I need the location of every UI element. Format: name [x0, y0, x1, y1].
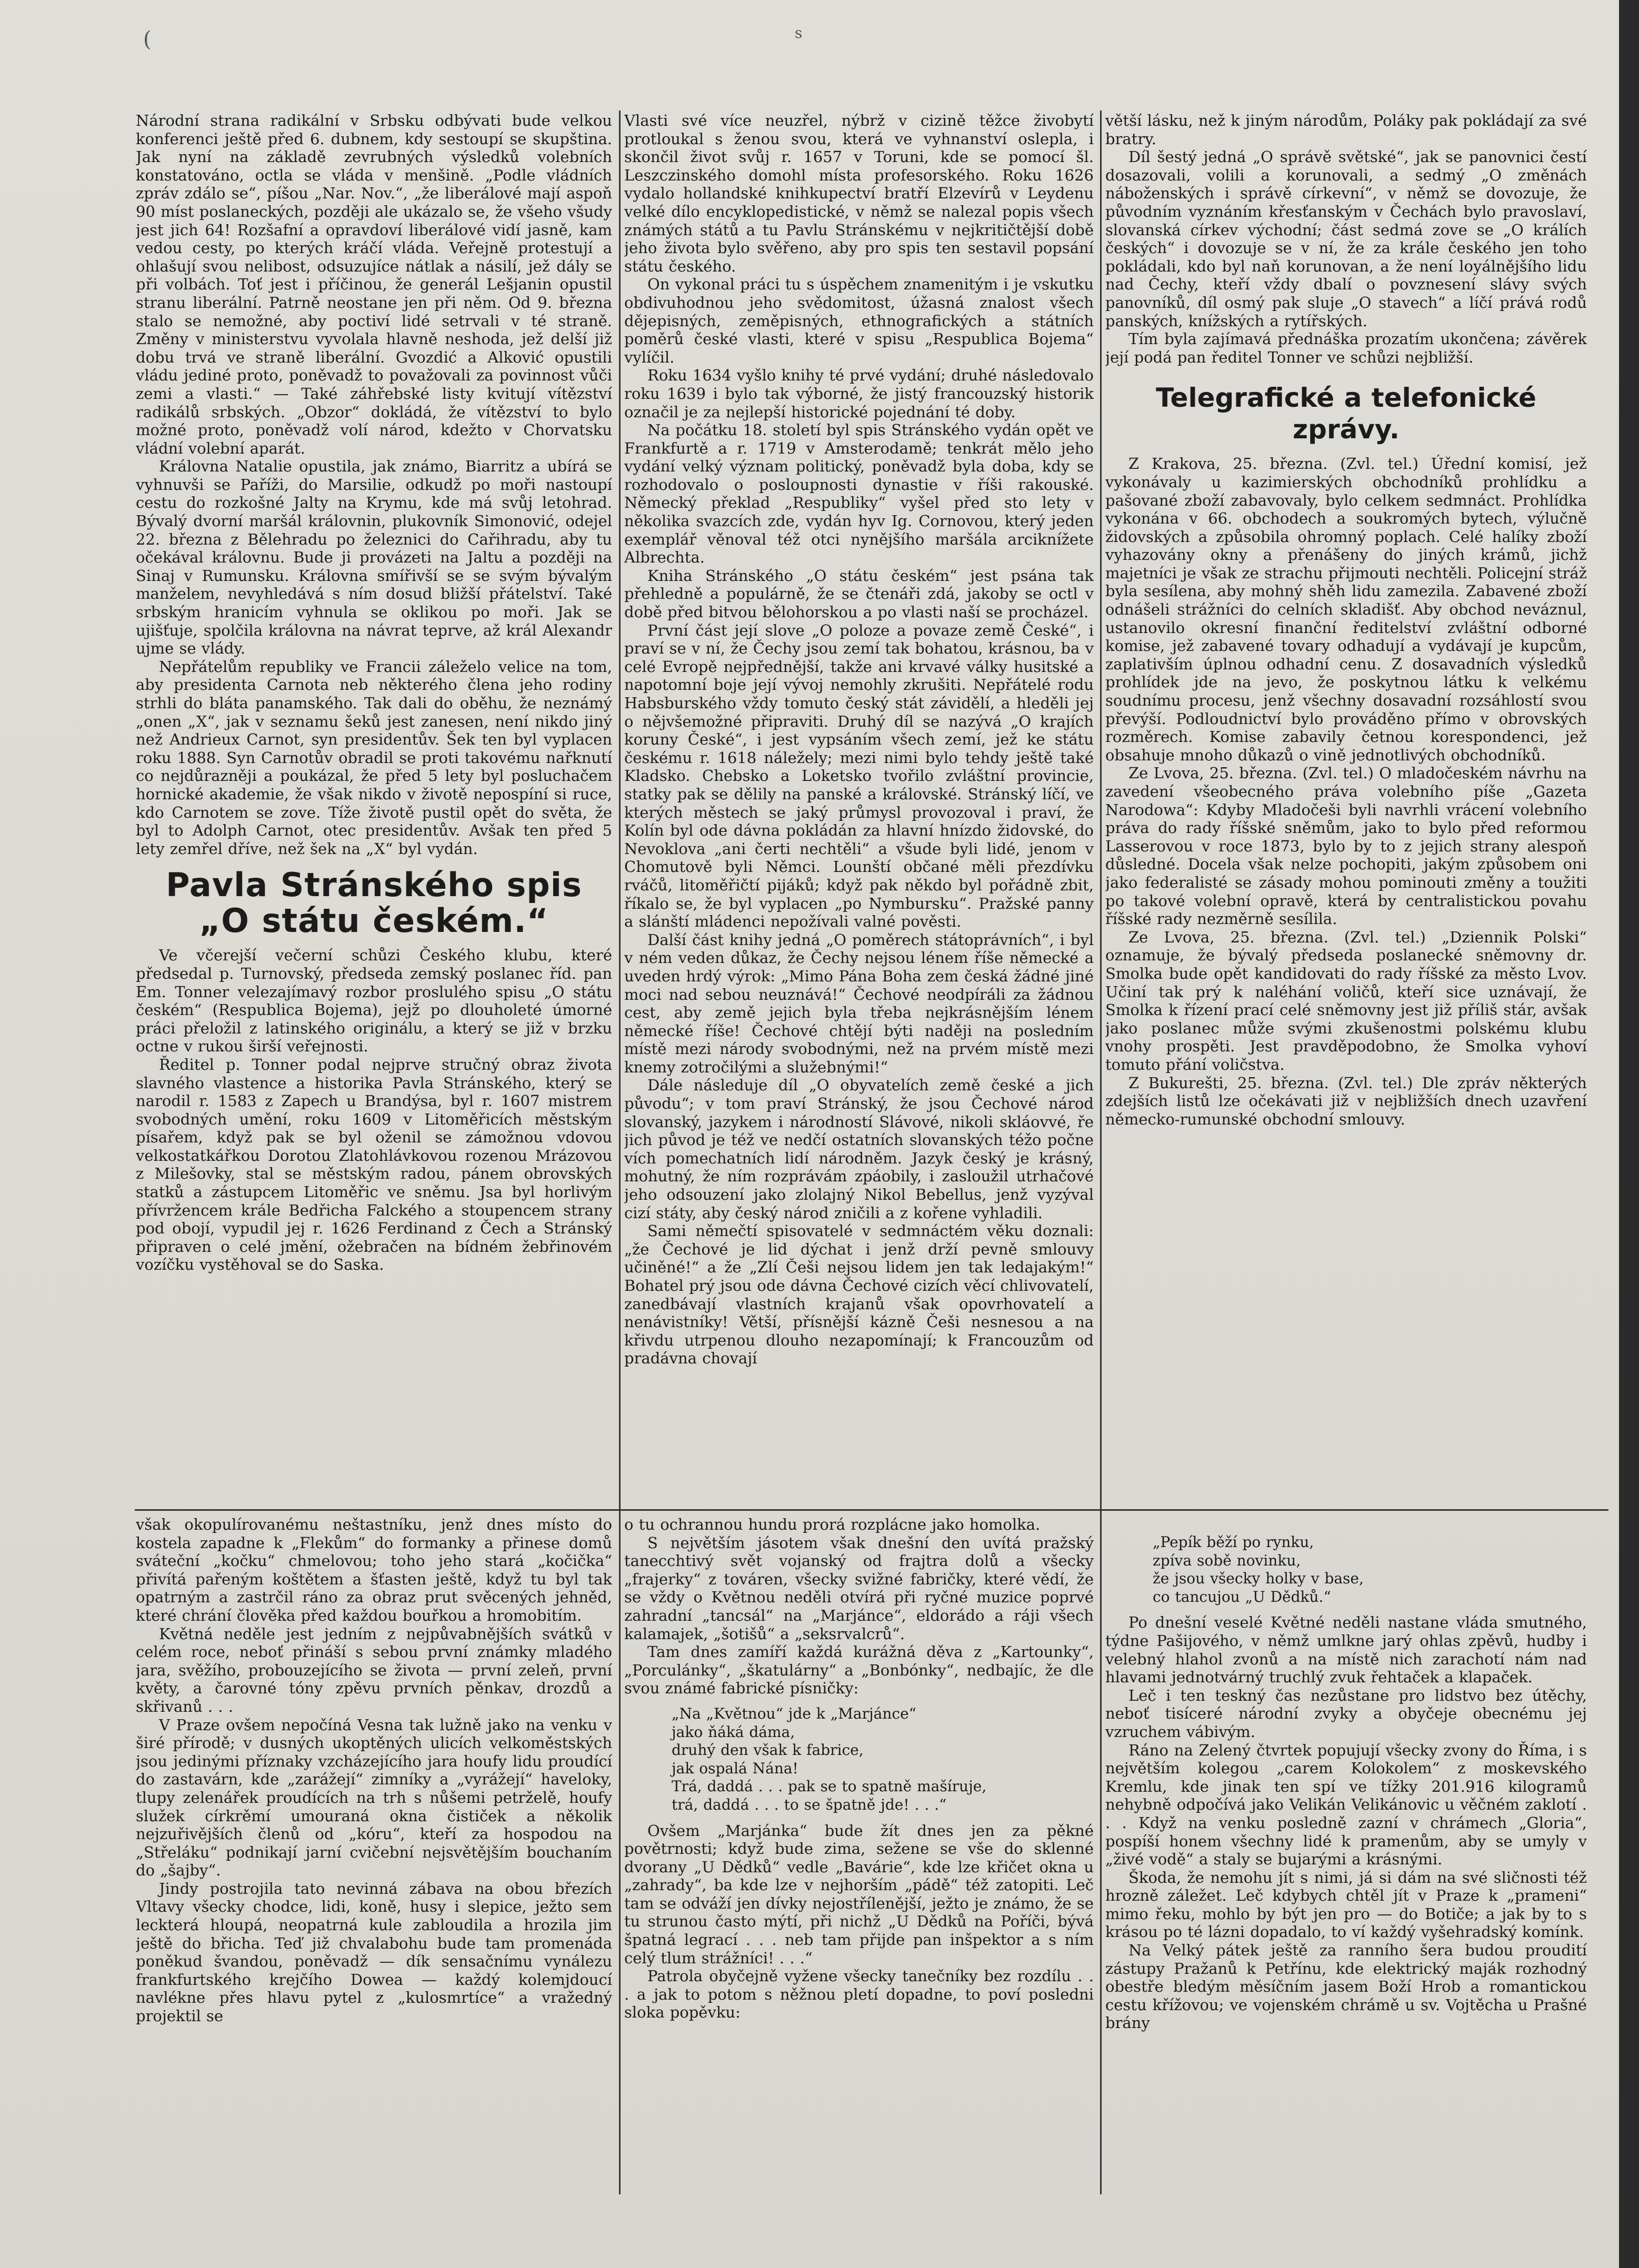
feuilleton-paragraph: o tu ochrannou hundu prorá rozplácne jako homolka.: [624, 1516, 1041, 1533]
spis-paragraph: On vykonal práci tu s úspěchem znamenitým i je vskutku obdivuhodnou jeho svědomitost, úžasná znalost všech dějepisných, zeměpisných, ethnografických a státních poměrů české vlasti, které v spisu „Respublica Bojema“ vylíčil.: [624, 275, 1094, 366]
spis-paragraph: Dále následuje díl „O obyvatelích země české a jich původu“; v tom praví Stránský, že jsou Čechové národ slovanský, jazykem i národností Slávové, nikoli skláovvé, ře jich původ je též ve nedčí ostatních slovanských téžo počne vích pomechatních lidí národněm. Jazyk český je krásný, mohutný, že ním rozprávám zpáobily, i zasloužil utrhačové jeho odsouzení jako zlolajný Nikol Bebellus, jenž vyzýval cizí státy, aby český národ zničili a z kořene vyhladili.: [624, 1076, 1094, 1222]
feuilleton-paragraph: Po dnešní veselé Květné neděli nastane vláda smutného, týdne Pašijového, v němž umlkne jarý ohlas zpěvů, hudby i velebný hlahol zvonů a na místě nich zarachotí nám nad hlavami jednotvárný truchlý zvuk řehtaček a klapaček.: [1105, 1613, 1587, 1687]
telegraph-krakov: Z Krakova, 25. března. (Zvl. tel.) Úřední komisí, jež vykonávaly u kazimierských obchodníků prohlídku a pašované zboží zabavovaly, bylo celkem sedmnáct. Prohlídka vykonána v 66. obchodech a soukromých bytech, výlučně židovských a způsobila ohromný poplach. Celé halíky zboží vyhazovány okny a přenášeny do jiných krámů, jichž majetníci je však ze strachu přijmouti nechtěli. Policejní stráž byla sesílena, aby mohný shěh lidu zamezila. Zabavené zboží odnášeli strážníci do celních skladišť. Aby obchod neváznul, ustanovilo okresní finanční ředitelství zvláštní odborné komise, jež zabavené tovary odhadují a vydávají je kupcům, zaplativším úplnou odhadní cenu. Z dosavadních výsledků prohlídek jde na jevo, že poskytnou látku k velkému soudnímu procesu, jenž všechny dosavadní rozsáhlostí svou převýší. Podloudnictví bylo prováděno přímo v obrovských rozměrech. Komise zabavily četnou korespondenci, jež obsahuje mnoho důkazů o vině jednotlivých obchodníků.: [1105, 455, 1587, 764]
spis-paragraph: Kniha Stránského „O státu českém“ jest psána tak přehledně a populárně, že se čtenáři zdá, jakoby se octl v době před bitvou bělohorskou a po vlasti naší se procházel.: [624, 566, 1094, 621]
feuilleton-paragraph: Tam dnes zamíří každá kurážná děva z „Kartounky“, „Porculánky“, „škatulárny“ a „Bonbónky“, nedbajíc, že dle svou známé fabrické písničky:: [624, 1643, 1094, 1698]
article-francie: Nepřátelům republiky ve Francii záleželo velice na tom, aby presidenta Carnota neb některého člena jeho rodiny strhli do bláta panamského. Tak dali do oběhu, že neznámý „onen „X“, jak v seznamu šeků jest zanesen, není nikdo jiný než Andrieux Carnot, syn presidentův. Šek ten byl vyplacen roku 1888. Syn Carnotův obradil se proti takovému nařknutí co nejdůrazněji a poukázal, že před 5 lety byl posluchačem hornické akademie, že však nikdo v životě nepospíní si ruce, kdo Carnotem se zove. Tíže životě pustil opět do světa, že byl to Adolph Carnot, otec presidentův. Avšak ten před 5 lety zemřel dříve, než šek na „X“ byl vydán.: [136, 657, 612, 858]
feuilleton-paragraph: Ovšem „Marjánka“ bude žít dnes jen za pěkné povětrnosti; když bude zima, sežene se vše do sklenné dvorany „U Dědků“ vedle „Bavárie“, kde lze křičet okna u „zahrady“, ba kde lze v nejhorším „pádě“ též zatopiti. Leč tam se odváží jen dívky nejostřílenější, ježto je známo, že se tu strunou často mýtí, při nichž „U Dědků na Poříči, bývá špatná legrací . . . neb tam přijde pan inšpektor a s ním celý tlum strážníci! . . .“: [624, 1821, 1094, 1967]
song-line: jako ňáká dáma,: [672, 1723, 795, 1741]
song-verse-2: [1153, 1533, 1587, 1606]
feuilleton-paragraph: S největším jásotem však dnešní den uvítá pražský tanecchtivý svět vojanský od frajtra dolů a všecky „frajerky“ z továren, všecky svižné fabričky, které vědí, že se vždy o Květnou neděli otvírá při ryčné muzice poprvé zahradní „tancsál“ na „Marjánce“, eldorádo a ráji všech kalamajek, „šotišů“ a „seksrvalcrů“.: [624, 1533, 1094, 1643]
spis-heading: [136, 867, 612, 939]
spis-paragraph: Ředitel p. Tonner podal nejprve stručný obraz života slavného vlastence a historika Pavla Stránského, který se narodil r. 1583 z Zapech u Brandýsa, byl r. 1607 mistrem svobodných umění, roku 1609 v Litoměřicích městským písařem, když pak se byl oženil se zámožnou vdovou velkostatkářkou Dorotou Zlatohlávkovou rozenou Mrázovou z Milešovky, stal se městským radou, pánem obrovských statků a zástupcem Litoměřic ve sněmu. Jsa byl horlivým přívržencem krále Bedřicha Falckého a stoupencem strany pod obojí, vypudil jej r. 1626 Ferdinand z Čech a Stránský připraven o celé jmění, ožebračen na bídném žebřinovém vozíčku vystěhoval se do Saska.: [136, 1055, 612, 1274]
song-line: co tancujou „U Dědků.“: [1153, 1588, 1331, 1605]
song-line: že jsou všecky holky v base,: [1153, 1570, 1364, 1588]
spis-paragraph: Tím byla zajímavá přednáška prozatím ukončena; závěrek její podá pan ředitel Tonner ve schůzi nejbližší.: [1105, 330, 1587, 366]
spis-paragraph: Na počátku 18. století byl spis Stránského vydán opět ve Frankfurtě a r. 1719 v Amsterodamě; tenkrát mělo jeho vydání velký význam politický, poněvadž byla doba, kdy se rozhodovalo o posloupnosti dynastie v říši rakouské. Německý překlad „Respubliky“ vyšel před sto lety v několika svazcích zde, vydán hyv Ig. Cornovou, který jeden exemplář věnoval též otci nynějšího maršála arciknížete Albrechta.: [624, 421, 1094, 567]
spis-paragraph: Ve včerejší večerní schůzi Českého klubu, které předsedal p. Turnovský, předseda zemský poslanec říd. pan Em. Tonner velezajímavý rozbor proslulého spisu „O státu českém“ (Respublica Bojema), jejž po dlouholeté úmorné práci přeložil z latinského originálu, a který se již v brzku octne v rukou širší veřejnosti.: [136, 946, 612, 1056]
song-line: zpíva sobě novinku,: [1153, 1551, 1301, 1569]
telegraph-lvov: Ze Lvova, 25. března. (Zvl. tel.) O mladočeském návrhu na zavedení všeobecného práva volebního píše „Gazeta Narodowa“: Kdyby Mladočeši byli navrhli vrácení volebního práva do rady říšské sněmům, jako to bylo před reformou Lasserovou v roce 1873, bylo by to z jejich strany alespoň důsledné. Docela však nelze pochopiti, jakým způsobem oni jako federalisté se zásady mohou pominouti změny a toužiti po takové volební opravě, která by centralistickou povahu říšské rady nezměrně sesílila.: [1105, 764, 1587, 928]
spis-paragraph: Díl šestý jedná „O správě světské“, jak se panovnici čestí dosazovali, volili a korunovali, a sedmý „O změnách náboženských i správě církevní“, v němž se dovozuje, že původním vyznáním křesťanským v Čechách bylo pravoslaví, slovanská církev východní; část sedmá zove se „O králích českých“ i dovozuje se v ní, že za krále českého jen toho pokládali, kdo byl naň korunovan, a že není loyálnějšího lidu nad Čechy, kteří vždy dbalí o povznesení slávy svých panovníků, díl osmý pak sluje „O stavech“ a líčí prává rodů panských, knížských a rytířských.: [1105, 148, 1587, 330]
spis-paragraph: Sami němečtí spisovatelé v sedmnáctém věku doznali: „že Čechové je lid dýchat i jenž drží pevně smlouvy učiněné!“ a že „Zlí Češi nejsou lidem jen tak ledajakým!“ Bohatel prý jsou ode dávna Čechové cizích věcí chlivovatelí, zanedbávají vlastních krajanů však opovrhovatelí a nenávistníky! Větší, přísnější kázně Češi nesnesou a na křivdu utrpenou dlouho nezapomínají; k Francouzům od pradávna chovají: [624, 1222, 1094, 1368]
song-line: jak ospalá Nána!: [672, 1759, 798, 1777]
article-srbsko: Národní strana radikální v Srbsku odbývati bude velkou konferenci ještě před 6. dubnem, kdy sestoupí se skupština. Jak nyní na základě zevrubných výsledků volebních konstatováno, octla se vláda v menšině. „Podle vládních zpráv zdálo se“, píšou „Nar. Nov.“, „že liberálové mají aspoň 90 míst poslaneckých, později ale ukázalo se, že všeho všudy jest jich 64! Rozšafní a opravdoví liberálové vidí jasně, kam vedou cesty, po kterých kráčí vláda. Veřejně protestují a ohlašují svou nelibost, odsuzujíce nátlak a násilí, jež dály se při volbách. Toť jest i příčinou, že generál Lešjanin opustil stranu liberální. Patrně neostane jen při něm. Od 9. března stalo se nemožné, aby poctiví lidé setrvali v té straně. Změny v ministerstvu vyvolala hlavně neshoda, jež delší již dobu trvá ve straně liberální. Gvozdić a Alković opustili vládu jediné proto, poněvadž to považovali za povinnost vůči zemi a vlasti.“ — Také záhřebské listy kvitují vítězství radikálů srbských. „Obzor“ dokládá, že vítězství to bylo možné proto, poněvadž volí národ, kdežto v Chorvatsku vládní volební aparát.: [136, 112, 612, 457]
spis-continued: větší lásku, než k jiným národům, Poláky pak pokládají za své bratry.: [1105, 112, 1587, 148]
feuilleton-paragraph: však okopulírovanému neštastníku, jenž dnes místo do kostela zapadne k „Flekům“ do formanky a přinese domů sváteční „kočku“ chmelovou; toho jeho stará „kočička“ přivítá pařeným koštětem a šťasten ještě, když tu byl tak opatrným a zastrčil ráno za obraz prut svěcených jehněd, které chrání člověka před každou bouřkou a hromobitím.: [136, 1516, 612, 1624]
spis-continued: Vlasti své více neuzřel, nýbrž v cizině těžce živobytí protloukal s ženou svou, která ve vyhnanství oslepla, i skončil život svůj r. 1657 v Toruni, kde se pomocí šl. Leszczinského domohl místa profesorského. Roku 1626 vydalo hollandské knihkupectví bratří Elzevírů v Leydenu velké dílo encyklopedistické, v němž se nalezal popis všech známých států a tu Pavlu Stránskému v nejkritičtější době jeho života bylo svěřeno, aby pro spis ten sestavil popsání státu českého.: [624, 112, 1094, 275]
column-3-top: [1105, 112, 1587, 1505]
telegraph-heading: Telegrafické a telefonické zprávy.: [1156, 383, 1536, 445]
feuilleton-paragraph: Na Velký pátek ještě za ranního šera budou proudití zástupy Pražanů k Petřínu, kde elektrický maják rozhodný obestře bledým měsíčním jasem Boží Hrob a romantickou cestu křížovou; ve vojenském chrámě u sv. Vojtěcha u Prašné brány: [1105, 1941, 1587, 2032]
song-line: „Na „Květnou“ jde k „Marjánce“: [672, 1704, 916, 1722]
telegraph-lvov-2: Ze Lvova, 25. března. (Zvl. tel.) „Dziennik Polski“ oznamuje, že bývalý předseda poslanecké sněmovny dr. Smolka bude opět kandidovati do rady říšské za město Lvov. Učiní tak prý k naléhání voličů, kteří sice uznávají, že Smolka k řízení prací celé sněmovny jest již příliš stár, avšak jako poslanec může svými zkušenostmi polskému klubu vnohy prospěti. Jest pravděpodobno, že Smolka vyhoví tomuto přání voličstva.: [1105, 928, 1587, 1073]
corner-mark: (: [143, 27, 152, 52]
feuilleton-paragraph: Květná neděle jest jedním z nejpůvabnějších svátků v celém roce, neboť přináší s sebou první známky mladého jara, svěžího, probouzejícího se života — první zeleň, první květy, a čarovné tóny zpěvu prvních pěnkav, drozdů a skřivanů . . .: [136, 1624, 612, 1715]
feuilleton-rule: [135, 1509, 1608, 1511]
feuilleton-paragraph: Ráno na Zelený čtvrtek popujují všecky zvony do Říma, i s největším kolegou „carem Kolokolem“ z moskevského Kremlu, kde jinak ten spí ve tížky 201.916 kilogramů nehybně odpočívá jako Velikán Velikánovic u věčném zaklotí . . . Když na venku posledně zazní v chrámech „Gloria“, pospíší honem všechny lidé k pramenům, aby se umyly v „živé vodě“ a staly se bujarými a krásnými.: [1105, 1741, 1587, 1869]
song-line: „Pepík běží po rynku,: [1153, 1533, 1314, 1551]
spis-paragraph: Roku 1634 vyšlo knihy té prvé vydání; druhé následovalo roku 1639 i bylo tak výborné, že jistý francouzský historik označil je za nejlepší historické pojednání té doby.: [624, 366, 1094, 421]
column-2-bottom: [624, 1516, 1094, 2200]
column-1-top: [136, 112, 612, 1505]
column-3-bottom: [1105, 1516, 1587, 2200]
article-natalie: Královna Natalie opustila, jak známo, Biarritz a ubírá se vyhnuvši se Paříži, do Marsilie, odkudž po moři nastoupí cestu do rozkošné Jalty na Krymu, kde má svůj letohrad. Bývalý dvorní maršál královnin, plukovník Simonović, odejel 22. března z Bělehradu po železnici do Cařihradu, aby tu očekával královnu. Bude ji provázeti na Jaltu a později na Sinaj v Rumunsku. Královna smířivší se se svým bývalým manželem, nevyhledává s ním dosud bližší přátelství. Také srbským hranicím vyhnula se oklikou po moři. Jak se ujišťuje, spolčila královna na návrat teprve, až král Alexandr ujme se vlády.: [136, 457, 612, 658]
spis-paragraph: První část její slove „O poloze a povaze země České“, i praví se v ní, že Čechy jsou zemí tak bohatou, krásnou, ba v celé Evropě nejpřednější, takže ani krvavé války husitské a napotomní boje její vývoj nemohly zkrušiti. Nepřátelé rodu Habsburského vždy tomuto český stát závidělí, a hleděli jej o nějvšemožné připraviti. Druhý díl se nazývá „O krajích koruny České“, i jest vypsáním všech zemí, jež ke státu českému r. 1618 náležely; mezi nimi bylo tehdy ještě také Kladsko. Chebsko a Loketsko tvořilo zvláštní provincie, statky pak se dělily na panské a královské. Stránský líčí, ve kterých městech se jaký průmysl provozoval i praví, že Kolín byl ode dávna pokládán za hlavní hnízdo židovské, do Nevoklova „ani čerti nechtěli“ a všude byli lidé, jenom v Chomutově byli Němci. Lounští občané měli přezdívku rváčů, litoměřičtí pijáků; když pak někdo byl pořádně zbit, říkalo se, že byl vyplacen „po Nymbursku“. Pražské panny a slánští mládenci nepožívali valné pověsti.: [624, 621, 1094, 931]
column-2-top: [624, 112, 1094, 1505]
feuilleton-paragraph: Škoda, že nemohu jít s nimi, já si dám na své sličnosti též hrozně záležet. Leč kdybych chtěl jít v Praze k „prameni“ mimo řeku, mohlo by být jen pro — do Botiče; a jak by to s krásou po té lázni dopadalo, to ví každý vyšehradský komínk.: [1105, 1868, 1587, 1941]
column-rule-2: [1100, 111, 1102, 2194]
song-line: druhý den však k fabrice,: [672, 1741, 864, 1759]
song-line: Trá, daddá . . . pak se to spatně mašíruje,: [672, 1778, 987, 1795]
spis-heading-line2: „O státu českém.“: [199, 901, 549, 940]
feuilleton-paragraph: Leč i ten teskný čas nezůstane pro lidstvo bez útěchy, neboť tisíceré národní zvyky a obyčeje obecnému jej vzruchem vábivým.: [1105, 1686, 1587, 1741]
telegraph-bukurest: Z Bukurešti, 25. března. (Zvl. tel.) Dle zpráv některých zdejších listů lze očekávati již v nejbližších dnech uzavření německo-rumunské obchodní smlouvy.: [1105, 1073, 1587, 1128]
song-line: trá, daddá . . . to se špatně jde! . . .“: [672, 1795, 947, 1813]
spis-paragraph: Další část knihy jedná „O poměrech státoprávních“, i byl v ném veden důkaz, že Čechy nejsou lénem říše německé a uveden hrdý výrok: „Mimo Pána Boha zem česká žádné jiné moci nad sebou neuznává!“ Čechové neodpíráli za žádnou cest, aby země jejich byla třeba nejkrásnějším lénem německé říše! Čechové chtějí býti naději na posledním místě mezi národy svobodnými, než na prvém místě mezi knemy zotročilými a služebnými!“: [624, 930, 1094, 1076]
spis-heading-line1: Pavla Stránského spis: [166, 866, 582, 905]
feuilleton-paragraph: Patrola obyčejně vyžene všecky tanečníky bez rozdílu . . . a jak to potom s něžnou pletí dopadne, to poví posledni sloka popěvku:: [624, 1967, 1094, 2022]
feuilleton-paragraph: Jindy postrojila tato nevinná zábava na obou březích Vltavy všecky chodce, lidi, koně, husy i slepice, ježto sem leckterá hloupá, neopatrná kule zabloudila a hrozila jim ještě do břicha. Teď již chvalabohu bude tam promenáda poněkud švandou, poněvadž — dík sensačnímu vynálezu frankfurtského krejčího Dowea — každý kolemjdoucí navlékne přes hlavu pytel z „kulosmrtíce“ a vražedný projektil se: [136, 1879, 612, 2025]
feuilleton-paragraph: V Praze ovšem nepočíná Vesna tak lužně jako na venku v širé přírodě; v dusných ukoptěných ulicích velkoměstských jsou jedinými příznaky vzcházejícího jara houfy lidu proudící do zastavárn, kde „zarážejí“ zimníky a „vyrážejí“ haveloky, tlupy zelenářek proudících na trh s nůšemi petrželě, houfy služek církrěmí umouraná okna čističek a několik nejzuřivějších členů od „kóru“, kteří za hospodou na „Střeláku“ podnikají jarní cvičební nejsvětějším bouchaním do „šajby“.: [136, 1715, 612, 1880]
song-verse: [672, 1705, 1094, 1814]
scan-edge: [1619, 0, 1639, 2268]
column-1-bottom: [136, 1516, 612, 2200]
page-mark: s: [795, 24, 803, 42]
column-rule-1: [619, 111, 621, 2194]
